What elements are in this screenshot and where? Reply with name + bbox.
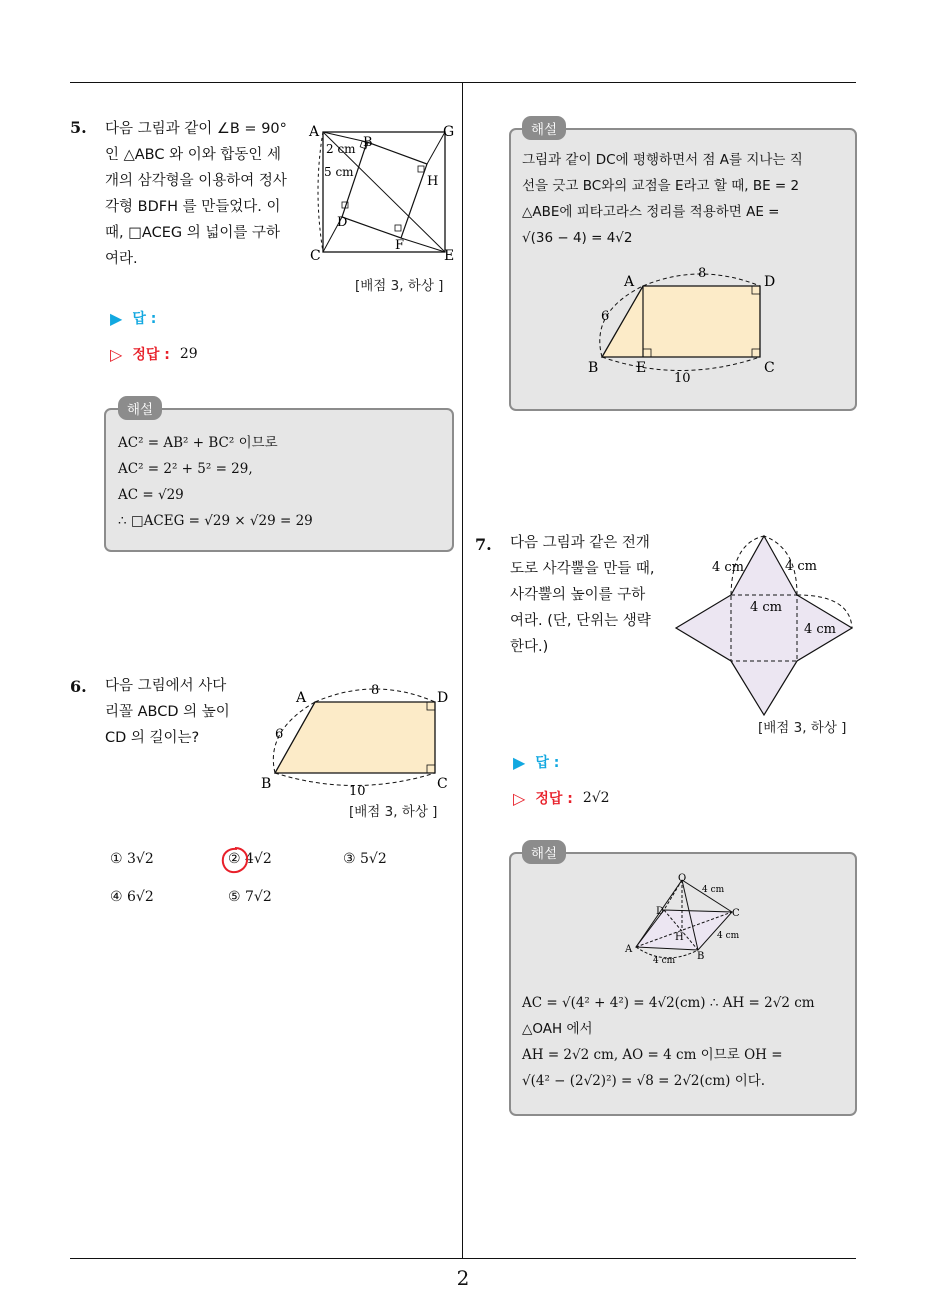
q5-length-2cm: 2 cm (326, 142, 356, 156)
q6s-label-C: C (764, 360, 775, 376)
q6s-length-bottom: 10 (674, 371, 691, 386)
q7-net-figure (672, 533, 857, 718)
q6-line: 리꼴 ABCD 의 높이 (105, 704, 230, 720)
answer-circle-mark (220, 845, 250, 875)
q5-number: 5. (70, 118, 87, 137)
q7s-length-3: 4 cm (653, 956, 676, 966)
q7-line: 여라. (단, 단위는 생략 (510, 613, 651, 629)
q7-line: 사각뿔의 높이를 구하 (510, 587, 646, 603)
q6-solution-line: △ABE에 피타고라스 정리를 적용하면 AE = (522, 204, 780, 220)
q6-solution-tag: 해설 (522, 116, 566, 140)
q7-solution-tag: 해설 (522, 840, 566, 864)
q6-length-bottom: 10 (349, 784, 366, 796)
q7-correct-value: 2√2 (582, 790, 610, 806)
q7-length-2: 4 cm (785, 559, 818, 574)
q5-label-H: H (427, 174, 439, 189)
q5-label-C: C (310, 248, 321, 264)
play-triangle-icon: ▶ (513, 752, 526, 772)
q7s-label-O: O (678, 873, 687, 884)
q7-answer-label: 답 : (535, 755, 560, 771)
play-triangle-icon: ▶ (110, 308, 123, 328)
q6s-length-top: 8 (698, 266, 707, 281)
q7-answer-row[interactable] (513, 752, 559, 772)
q6s-label-E: E (636, 360, 647, 376)
q5-solution-line: ∴ □ACEG = √29 × √29 = 29 (118, 513, 313, 529)
q6-figure (255, 676, 455, 796)
q6s-label-B: B (588, 360, 599, 376)
q5-text (105, 116, 287, 272)
q6s-label-A: A (624, 274, 635, 290)
column-divider (462, 82, 463, 1258)
q6-label-D: D (437, 690, 449, 706)
q5-line: 때, □ACEG 의 넓이를 구하 (105, 225, 280, 241)
q7-line: 다음 그림과 같은 전개 (510, 535, 650, 551)
q6-solution-line: √(36 − 4) = 4√2 (522, 230, 633, 246)
q7-meta: [배점 3, 하상 ] (758, 720, 847, 736)
q5-label-F: F (395, 238, 405, 253)
q5-solution-line: AC² = AB² + BC² 이므로 (118, 435, 278, 451)
q7s-label-A: A (625, 944, 633, 955)
q6-text (105, 673, 230, 751)
q5-line: 각형 BDFH 를 만들었다. 이 (105, 199, 281, 215)
q7-solution-line: AH = 2√2 cm, AO = 4 cm 이므로 OH = (522, 1047, 783, 1063)
q7s-label-H: H (675, 932, 684, 943)
q7s-label-B: B (697, 951, 705, 962)
q7-solution-line: AC = √(4² + 4²) = 4√2(cm) ∴ AH = 2√2 cm (522, 995, 815, 1011)
q7s-length-1: 4 cm (702, 885, 725, 895)
q5-solution (118, 430, 313, 534)
outline-triangle-icon: ▷ (110, 344, 123, 364)
top-rule (70, 82, 856, 83)
q6-choice-2[interactable]: ② 4√2 (228, 851, 272, 867)
outline-triangle-icon: ▷ (513, 788, 526, 808)
q5-label-G: G (443, 124, 455, 140)
q5-answer-label: 답 : (132, 311, 157, 327)
q7-number: 7. (475, 535, 492, 554)
q6-choice-1[interactable]: ① 3√2 (110, 851, 154, 867)
q6s-length-left: 6 (601, 309, 610, 324)
q5-meta: [배점 3, 하상 ] (355, 278, 444, 294)
q6-solution-figure (580, 262, 790, 387)
q7-correct-row (513, 788, 610, 808)
q5-line: 개의 삼각형을 이용하여 정사 (105, 173, 287, 189)
q7-solution-line: △OAH 에서 (522, 1021, 593, 1037)
q5-line: 인 △ABC 와 이와 합동인 세 (105, 147, 281, 163)
q7-length-1: 4 cm (712, 560, 745, 575)
q7s-label-C: C (732, 908, 740, 919)
q5-label-E: E (444, 248, 455, 264)
q5-label-D: D (337, 215, 348, 230)
q5-solution-line: AC² = 2² + 5² = 29, (118, 461, 253, 477)
q7-correct-label: 정답 : (535, 791, 573, 807)
bottom-rule (70, 1258, 856, 1259)
q5-solution-tag: 해설 (118, 396, 162, 420)
q5-solution-line: AC = √29 (118, 487, 184, 503)
q6-number: 6. (70, 677, 87, 696)
q5-line: 다음 그림과 같이 ∠B = 90° (105, 121, 287, 137)
q6-meta: [배점 3, 하상 ] (349, 804, 438, 820)
q7-length-3: 4 cm (750, 600, 783, 615)
q5-label-B: B (363, 135, 373, 150)
q7-line: 도로 사각뿔을 만들 때, (510, 561, 655, 577)
q6-solution-line: 선을 긋고 BC와의 교점을 E라고 할 때, BE = 2 (522, 178, 800, 194)
q6-label-B: B (261, 776, 272, 792)
page-number: 2 (456, 1266, 470, 1290)
q6-choice-3[interactable]: ③ 5√2 (343, 851, 387, 867)
q6-length-left: 6 (275, 727, 284, 742)
q6-line: 다음 그림에서 사다 (105, 678, 227, 694)
q7-line: 한다.) (510, 639, 549, 655)
q5-answer-row[interactable] (110, 308, 156, 328)
q6-solution-line: 그림과 같이 DC에 평행하면서 점 A를 지나는 직 (522, 152, 803, 168)
q6-choice-4[interactable]: ④ 6√2 (110, 889, 154, 905)
q7-text (510, 530, 655, 660)
q6-choice-5[interactable]: ⑤ 7√2 (228, 889, 272, 905)
q6s-label-D: D (764, 274, 776, 290)
q5-label-A: A (309, 124, 320, 140)
q5-length-5cm: 5 cm (324, 165, 354, 179)
q7-length-4: 4 cm (804, 622, 837, 637)
q5-correct-row (110, 344, 198, 364)
q6-solution (522, 147, 803, 251)
q7-solution-line: √(4² − (2√2)²) = √8 = 2√2(cm) 이다. (522, 1073, 766, 1089)
q5-line: 여라. (105, 251, 138, 267)
q6-label-A: A (296, 690, 307, 706)
q6-line: CD 의 길이는? (105, 730, 200, 746)
q5-correct-label: 정답 : (132, 347, 170, 363)
q5-figure (305, 120, 460, 265)
q7-solution-figure (620, 872, 750, 967)
q6-length-top: 8 (371, 683, 380, 698)
q7-solution (522, 990, 815, 1094)
q7s-length-2: 4 cm (717, 931, 740, 941)
q5-correct-value: 29 (179, 346, 198, 362)
q6-label-C: C (437, 776, 448, 792)
q7s-label-D: D (656, 906, 665, 917)
